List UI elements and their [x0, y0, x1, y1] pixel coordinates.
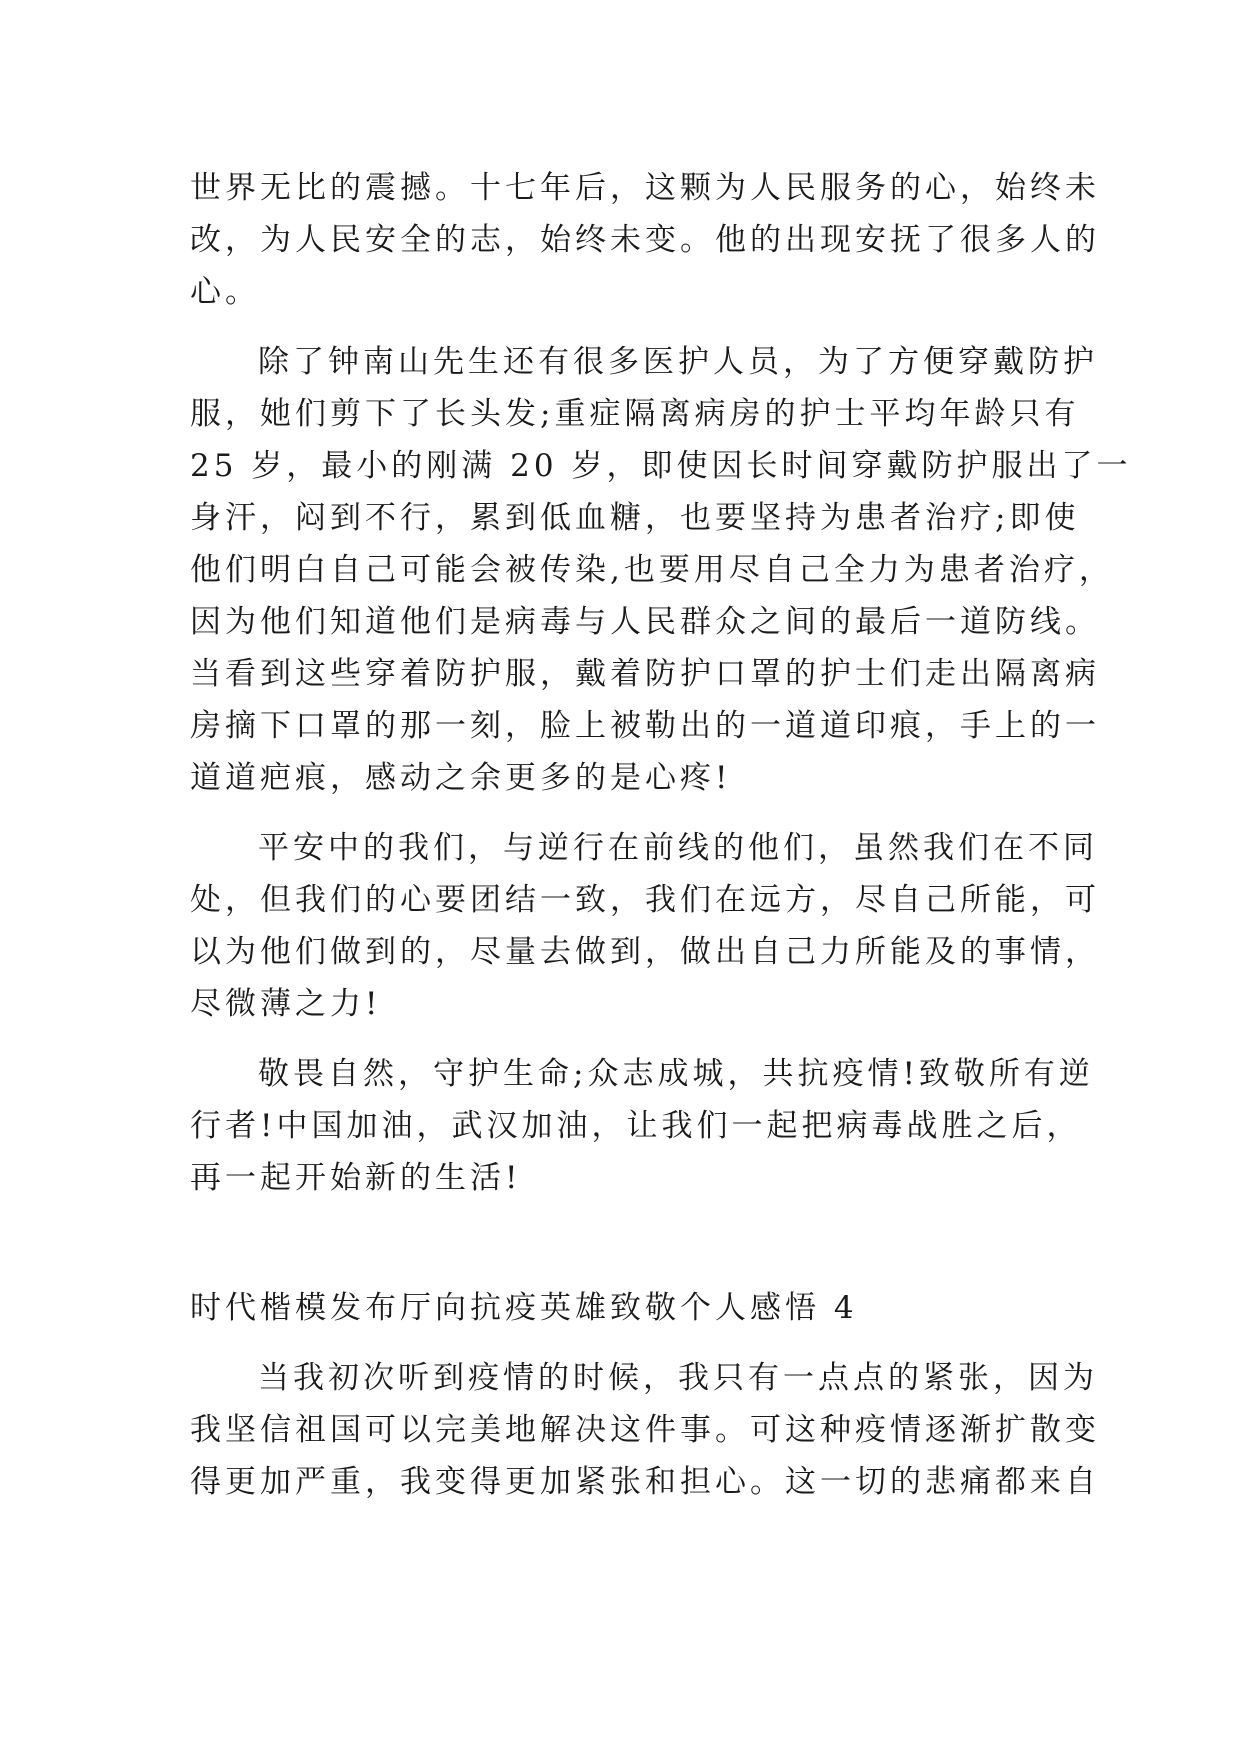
text-line: 尽微薄之力! [190, 986, 382, 1022]
section-heading: 时代楷模发布厅向抗疫英雄致敬个人感悟 4 [190, 1290, 858, 1326]
text-line: 身汗，闷到不行，累到低血糖，也要坚持为患者治疗;即使 [190, 500, 1080, 536]
text-line: 行者!中国加油，武汉加油，让我们一起把病毒战胜之后， [190, 1108, 1082, 1144]
text-line: 平安中的我们，与逆行在前线的他们，虽然我们在不同 [258, 830, 1098, 866]
text-line: 处，但我们的心要团结一致，我们在远方，尽自己所能，可 [190, 882, 1100, 918]
text-line: 房摘下口罩的那一刻，脸上被勒出的一道道印痕，手上的一 [190, 708, 1100, 744]
text-line: 敬畏自然，守护生命;众志成城，共抗疫情!致敬所有逆 [258, 1056, 1094, 1092]
text-line: 心。 [190, 274, 260, 310]
text-line: 世界无比的震撼。十七年后，这颗为人民服务的心，始终未 [190, 170, 1100, 206]
text-line: 以为他们做到的，尽量去做到，做出自己力所能及的事情， [190, 934, 1100, 970]
text-line: 再一起开始新的生活! [190, 1160, 522, 1196]
text-line: 因为他们知道他们是病毒与人民群众之间的最后一道防线。 [190, 604, 1100, 640]
text-line: 我坚信祖国可以完美地解决这件事。可这种疫情逐渐扩散变 [190, 1412, 1100, 1448]
text-line: 他们明白自己可能会被传染,也要用尽自己全力为患者治疗， [190, 552, 1114, 588]
text-line: 除了钟南山先生还有很多医护人员，为了方便穿戴防护 [258, 344, 1098, 380]
text-line: 25 岁，最小的刚满 20 岁，即使因长时间穿戴防护服出了一 [190, 448, 1132, 484]
text-line: 改，为人民安全的志，始终未变。他的出现安抚了很多人的 [190, 222, 1100, 258]
text-line: 道道疤痕，感动之余更多的是心疼! [190, 760, 732, 796]
text-line: 服，她们剪下了长头发;重症隔离病房的护士平均年龄只有 [190, 396, 1080, 432]
text-line: 当我初次听到疫情的时候，我只有一点点的紧张，因为 [258, 1360, 1098, 1396]
text-line: 当看到这些穿着防护服，戴着防护口罩的护士们走出隔离病 [190, 656, 1100, 692]
text-line: 得更加严重，我变得更加紧张和担心。这一切的悲痛都来自 [190, 1464, 1100, 1500]
